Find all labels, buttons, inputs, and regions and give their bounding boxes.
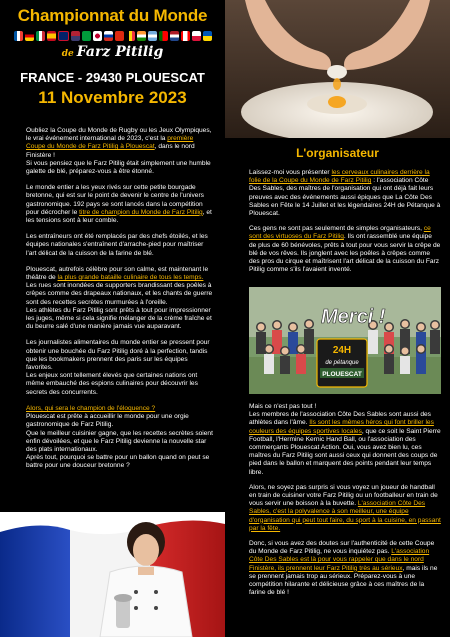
merci-text: Merci ! — [321, 306, 386, 328]
paragraph: Les entraîneurs ont été remplacés par des chefs étoilés, et les équipes nationales s'entraînent d'arrache-pied pour maîtriser l'art délicat de la cuisson de la farine de blé. — [26, 233, 208, 257]
paragraph: Mais ce n'est pas tout ! Les membres de l'association Côte Des Sables sont aussi des athlètes dans l'âme. Ils sont les mêmes héros qui font briller les couleurs des équipes sportives locales, que ce soit le Saint Pierre Football, l'Hermine Kernic Hand Ball, ou l'association des commerçants Plouescat Action. Oui, vous avez bien lu, ces maîtres du Farz Pitilig sont aussi ceux qui donnent des coups de pied dans le ballon et marquent des points pendant leur temps libre. — [249, 403, 441, 476]
flag-icon — [192, 31, 201, 41]
svg-text:de pétanque: de pétanque — [325, 360, 359, 366]
flags-row — [14, 31, 212, 41]
organizer-text-2 — [249, 403, 441, 604]
flag-icon — [82, 31, 91, 41]
right-column — [225, 0, 450, 637]
highlight-link[interactable]: titre de champion du Monde de Farz Pitilig — [79, 208, 203, 216]
flag-icon — [71, 31, 80, 41]
paragraph: Alors, qui sera le champion de l'éloquence ? Plouescat est prête à accueillir le monde pour une orgie gastronomique de Farz Pitilig. Que le meilleur cuisinier gagne, que les recettes secrètes soient enfin dévoilées, et que le Farz Pitilig devienne la nouvelle star des plats internationaux. Après tout, pourquoi se battre pour un ballon quand on peut se battre pour une douceur bretonne ? — [26, 404, 213, 470]
flag-icon — [137, 31, 146, 41]
paragraph: Plouescat, autrefois célèbre pour son calme, est maintenant le théâtre de la plus grande bataille culinaire de tous les temps. Les rues sont inondées de supporters brandissant des poêles à crêpes comme des drapeaux nationaux, et les chants de guerre sont des recettes secrètes murmurées à l'oreille. Les athlètes du Farz Pitilig sont prêts à tout pour impressionner les juges, même si cela signifie mélanger de la crème fraîche et du beurre salé d'une manière jamais vue auparavant. — [26, 265, 213, 331]
highlight-link[interactable]: Ils sont les mêmes héros qui font briller les couleurs des équipes sportives locales — [249, 419, 434, 435]
highlight-link[interactable]: les cerveaux culinaires derrière la folie de la Coupe du Monde de Farz Pitilig — [249, 169, 430, 185]
paragraph: Oubliez la Coupe du Monde de Rugby ou les Jeux Olympiques, le vrai événement international de 2023, c'est la première Coupe du Monde de Farz Pitilig à Plouescat, dans le nord Finistère ! Si vous pensiez que le Farz Pitilig était simplement une humble galette de blé, préparez-vous à être étonné. — [26, 127, 212, 176]
flag-icon — [58, 31, 69, 41]
flag-icon — [36, 31, 45, 41]
section-title: L'organisateur — [296, 146, 379, 160]
paragraph: Alors, ne soyez pas surpris si vous voyez un joueur de handball en train de cuisiner votre Farz Pitilig ou un footballeur en train de vous servir une boisson à la buvette. L'association Côte Des Sables, c'est la polyvalence à son meilleur, une équipe d'organisation qui peut tout faire, du sport à la cuisine, en passant par la fête. — [249, 483, 441, 532]
paragraph: Les journalistes alimentaires du monde entier se pressent pour obtenir une bouchée du Farz Pitilig doré à la perfection, tandis que les bookmakers prennent des paris sur les équipes favorites. Les enjeux sont tellement élevés que certaines nations ont même embauché des espions culinaires pour découvrir les secrets des concurrents. — [26, 339, 210, 396]
page-subtitle: de Farz Pitilig — [61, 44, 164, 60]
flag-icon — [203, 31, 212, 41]
flag-icon — [47, 31, 56, 41]
flag-icon — [148, 31, 157, 41]
paragraph: Donc, si vous avez des doutes sur l'authenticité de cette Coupe du Monde de Farz Pitilig, ne vous inquiétez pas. L'association Côte Des Sables est là pour vous rappeler que dans le nord Finistère, ils prennent leur Farz Pitilig très au sérieux, mais ils ne se prennent jamais trop au sérieux. Préparez-vous à une compétition hilarante et délicieuse grâce à ces maîtres de la farine de blé ! — [249, 540, 438, 597]
highlight-link[interactable]: L'association Côte Des Sables est là pour vous rappeler que dans le nord Finistère, ils prennent leur Farz Pitilig très au sérieux — [249, 548, 430, 572]
highlight-link[interactable]: Alors, qui sera le champion de l'éloquence ? — [26, 404, 156, 412]
highlight-link[interactable]: la plus grande bataille culinaire de tous les temps. — [57, 274, 204, 282]
paragraph: Ces gens ne sont pas seulement de simples organisateurs, ce sont des virtuoses du Farz Pitilig. Ils ont rassemblé une équipe de plus de 60 bénévoles, prêts à tout pour vous servir la crêpe de blé de vos rêves. Ils jonglent avec les poêles à crêpes comme des pros du cirque et maîtrisent l'art délicat de la cuisson du Farz Pitilig comme s'ils l'avaient inventé. — [249, 225, 441, 274]
paragraph: Laissez-moi vous présenter les cerveaux culinaires derrière la folie de la Coupe du Monde de Farz Pitilig : l'association Côte Des Sables, des maîtres de l'organisation qui ont déjà fait leurs preuves avec des événements aussi épiques que La Côte Des Sables en Fête le 14 Juillet et les légendaires 24H de Pétanque à Plouescat. — [249, 169, 441, 218]
flag-icon — [170, 31, 179, 41]
flag-icon — [126, 31, 135, 41]
flag-icon — [181, 31, 190, 41]
highlight-link[interactable]: ce sont des virtuoses du Farz Pitilig — [249, 225, 431, 241]
paragraph: Le monde entier a les yeux rivés sur cette petite bourgade bretonne, qui est sur le point de devenir le centre de l'univers gastronomique. 192 pays se sont lancés dans la compétition pour décrocher le titre de champion du Monde de Farz Pitilig, et les tensions sont à leur comble. — [26, 184, 212, 225]
flag-icon — [25, 31, 34, 41]
svg-text:24H: 24H — [332, 345, 352, 356]
svg-text:PLOUESCAT: PLOUESCAT — [322, 371, 362, 378]
organizer-text — [249, 169, 441, 281]
page-title: Championnat du Monde — [17, 6, 208, 25]
intro-text — [26, 127, 214, 479]
flag-icon — [104, 31, 113, 41]
location: FRANCE - 29430 PLOUESCAT — [20, 70, 205, 85]
event-date: 11 Novembre 2023 — [38, 88, 187, 107]
volunteers-group-photo — [249, 287, 441, 394]
flag-icon — [159, 31, 168, 41]
highlight-link[interactable]: L'association Côte Des Sables, c'est la polyvalence à son meilleur, une équipe d'organisation qui peut tout faire, du sport à la cuisine, en passant par la fête. — [249, 500, 441, 532]
flag-icon — [93, 31, 102, 41]
hands-cracking-egg-photo — [225, 0, 450, 138]
flag-icon — [14, 31, 23, 41]
chef-woman-with-french-flag-photo — [0, 512, 225, 637]
highlight-link[interactable]: première Coupe du Monde de Farz Pitilig à Plouescat — [26, 135, 194, 151]
flag-icon — [115, 31, 124, 41]
